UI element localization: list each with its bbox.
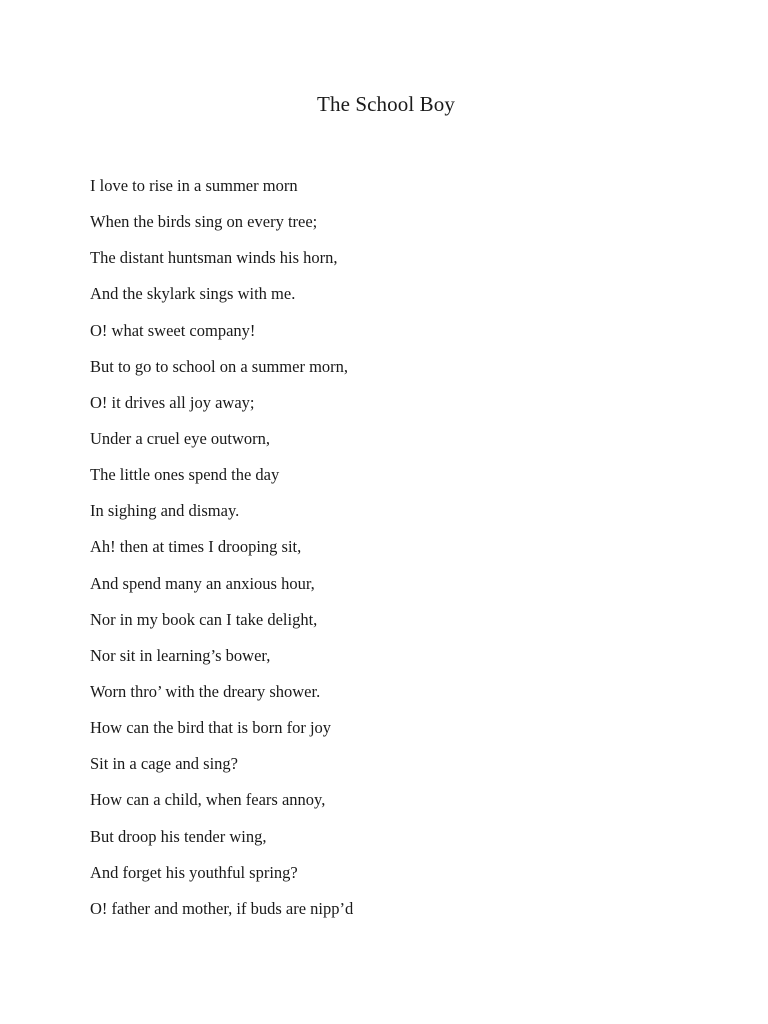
poem-line: O! it drives all joy away; <box>90 392 255 412</box>
poem-line: The distant huntsman winds his horn, <box>90 248 338 268</box>
poem-line: When the birds sing on every tree; <box>90 212 318 232</box>
poem-line: How can the bird that is born for joy <box>90 718 332 738</box>
poem-line: I love to rise in a summer morn <box>90 176 298 195</box>
poem-line: Worn thro’ with the dreary shower. <box>90 681 321 701</box>
poem-line: O! what sweet company! <box>90 320 256 340</box>
poem-line: How can a child, when fears annoy, <box>90 790 326 810</box>
poem-line: Ah! then at times I drooping sit, <box>90 537 302 557</box>
poem-line: And forget his youthful spring? <box>90 862 298 882</box>
poem-body <box>90 174 353 933</box>
poem-line: And spend many an anxious hour, <box>90 573 315 593</box>
poem-line: In sighing and dismay. <box>90 501 240 521</box>
poem-line: And the skylark sings with me. <box>90 284 296 304</box>
poem-line: Under a cruel eye outworn, <box>90 428 271 448</box>
poem-line: But droop his tender wing, <box>90 826 267 846</box>
poem-line: Nor in my book can I take delight, <box>90 609 318 629</box>
poem-line: O! father and mother, if buds are nipp’d <box>90 898 354 918</box>
poem-title: The School Boy <box>317 92 455 116</box>
poem-line: But to go to school on a summer morn, <box>90 356 349 376</box>
poem-line: Nor sit in learning’s bower, <box>90 645 271 665</box>
poem-line: The little ones spend the day <box>90 465 280 485</box>
poem-line: Sit in a cage and sing? <box>90 754 239 774</box>
